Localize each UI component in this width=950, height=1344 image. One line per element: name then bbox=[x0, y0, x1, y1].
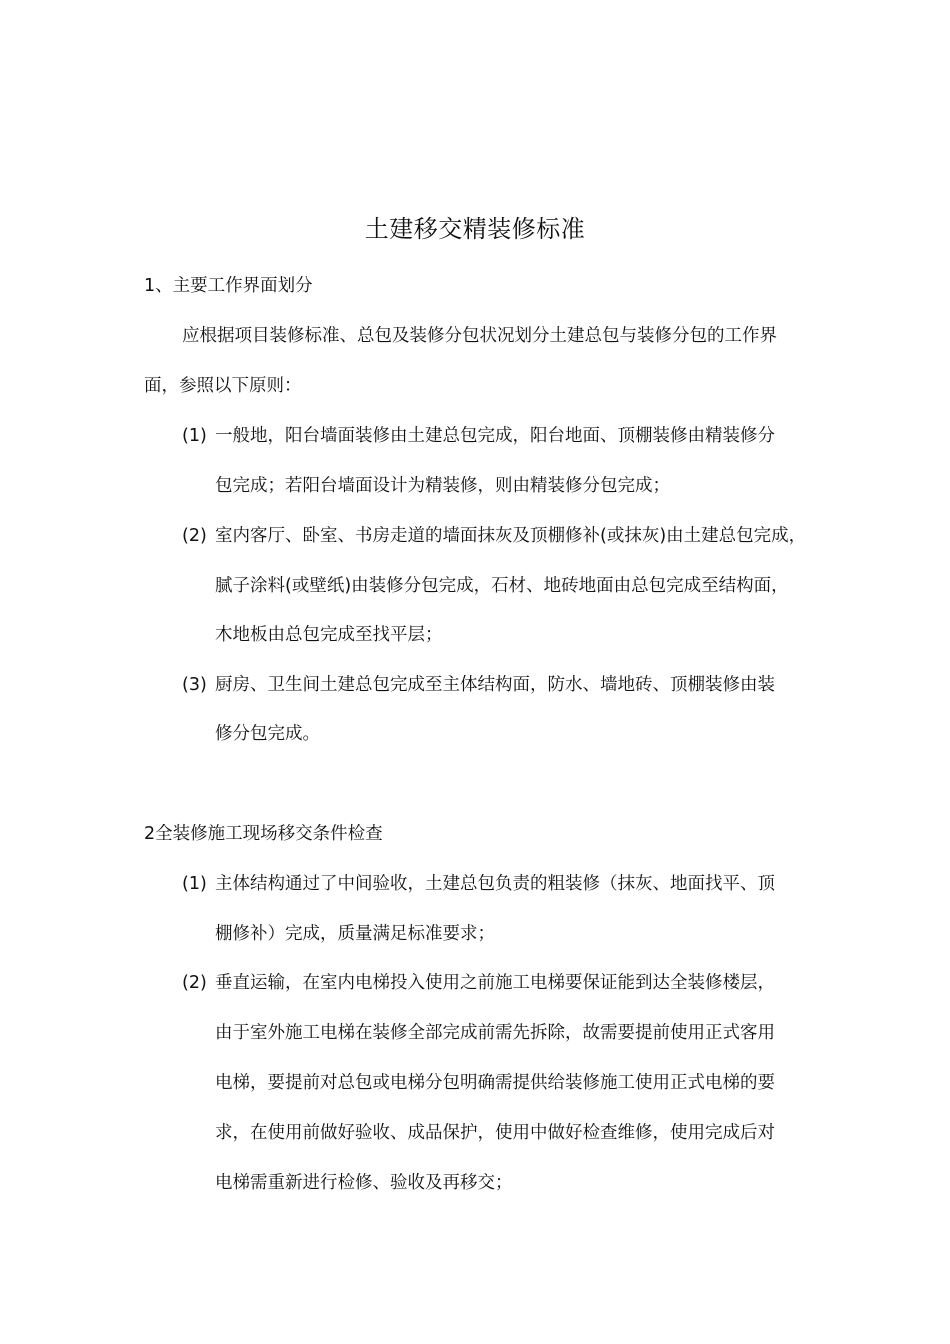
list-item-number: (2) bbox=[182, 973, 207, 993]
list-item-line: 电梯需重新进行检修、验收及再移交； bbox=[215, 1173, 513, 1193]
list-item-number: (2) bbox=[182, 526, 207, 546]
list-item-line: 一般地，阳台墙面装修由土建总包完成，阳台地面、顶棚装修由精装修分 bbox=[215, 426, 775, 446]
section2-heading: 2全装修施工现场移交条件检查 bbox=[144, 824, 383, 844]
list-item-line: 腻子涂料(或壁纸)由装修分包完成，石材、地砖地面由总包完成至结构面， bbox=[215, 576, 789, 596]
section1-intro-line: 应根据项目装修标准、总包及装修分包状况划分土建总包与装修分包的工作界 bbox=[182, 326, 777, 346]
section1-intro-line: 面，参照以下原则： bbox=[144, 376, 302, 396]
list-item-line: 木地板由总包完成至找平层； bbox=[215, 625, 443, 645]
list-item-line: 求，在使用前做好验收、成品保护，使用中做好检查维修，使用完成后对 bbox=[215, 1123, 775, 1143]
list-item-line: 由于室外施工电梯在装修全部完成前需先拆除，故需要提前使用正式客用 bbox=[215, 1023, 775, 1043]
list-item-line: 修分包完成。 bbox=[215, 724, 320, 744]
list-item-line: 垂直运输，在室内电梯投入使用之前施工电梯要保证能到达全装修楼层， bbox=[215, 973, 775, 993]
list-item-line: 主体结构通过了中间验收，土建总包负责的粗装修（抹灰、地面找平、顶 bbox=[215, 874, 775, 894]
list-item-line: 厨房、卫生间土建总包完成至主体结构面，防水、墙地砖、顶棚装修由装 bbox=[215, 675, 775, 695]
list-item-number: (1) bbox=[182, 874, 207, 894]
list-item-line: 电梯，要提前对总包或电梯分包明确需提供给装修施工使用正式电梯的要 bbox=[215, 1073, 775, 1093]
document-title: 土建移交精装修标准 bbox=[364, 215, 586, 243]
list-item-number: (3) bbox=[182, 675, 207, 695]
list-item-line: 包完成；若阳台墙面设计为精装修，则由精装修分包完成； bbox=[215, 476, 670, 496]
list-item-line: 室内客厅、卧室、书房走道的墙面抹灰及顶棚修补(或抹灰)由土建总包完成， bbox=[215, 526, 807, 546]
section1-heading: 1、主要工作界面划分 bbox=[144, 276, 313, 296]
list-item-line: 棚修补）完成，质量满足标准要求； bbox=[215, 924, 495, 944]
list-item-number: (1) bbox=[182, 426, 207, 446]
